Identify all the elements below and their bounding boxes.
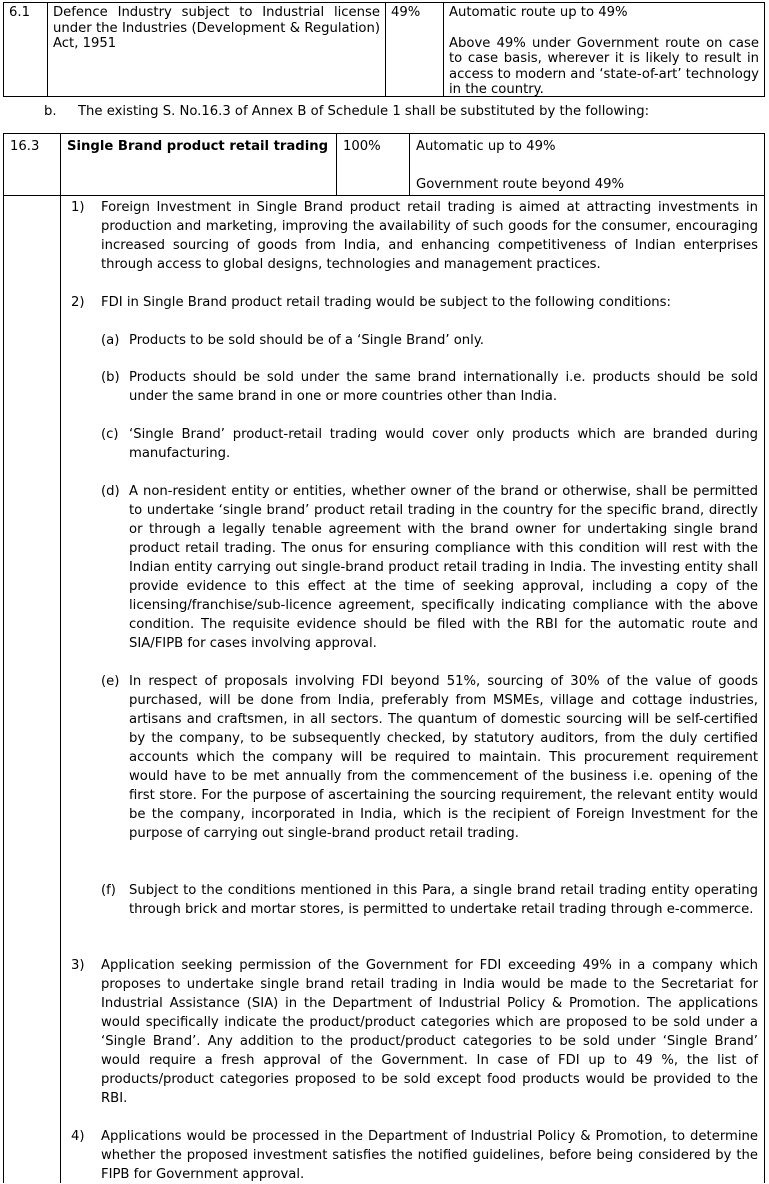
- condition-label: (d): [101, 484, 120, 499]
- route-line-1: Automatic up to 49%: [416, 139, 556, 154]
- table-body: [4, 196, 764, 1183]
- condition-text: A non-resident entity or entities, whether owner of the brand or otherwise, shall be permitted to undertake ‘single brand’ product retail trading in the country for the specific brand, directly or through a legally tenable agreement with the brand owner for undertaking single brand product retail trading. The onus for ensuring compliance with this condition will rest with the Indian entity carrying out single-brand product retail trading in India. The investing entity shall provide evidence to this effect at the time of seeking approval, including a copy of the licensing/franchise/sub-licence agreement, specifically indicating compliance with the above condition. The requisite evidence should be filed with the RBI for the automatic route and SIA/FIPB for cases involving approval.: [129, 484, 758, 651]
- serial-number-cell: 16.3: [4, 134, 61, 195]
- empty-serial-column: [4, 196, 61, 1183]
- list-item: [61, 198, 758, 274]
- item-text: Applications would be processed in the Department of Industrial Policy & Promotion, to determine whether the proposed investment satisfies the notified guidelines, before being considered by the FIPB for Government approval.: [101, 1129, 758, 1182]
- note-label: b.: [44, 104, 57, 119]
- sector-cell: Defence Industry subject to Industrial license under the Industries (Development & Regulation) Act, 1951: [48, 3, 386, 96]
- condition-item: [101, 331, 758, 350]
- cap-cell: 49%: [386, 3, 444, 96]
- list-item: [61, 956, 758, 1108]
- cap-cell: 100%: [337, 134, 410, 195]
- condition-text: In respect of proposals involving FDI beyond 51%, sourcing of 30% of the value of goods purchased, will be done from India, preferably from MSMEs, village and cottage industries, artisans and craftsmen, in all sectors. The quantum of domestic sourcing will be self-certified by the company, to be subsequently checked, by statutory auditors, from the duly certified accounts which the company will be required to maintain. This procurement requirement would have to be met annually from the commencement of the business i.e. opening of the first store. For the purpose of ascertaining the sourcing requirement, the relevant entity would be the company, incorporated in India, which is the recipient of Foreign Investment for the purpose of carrying out single-brand product retail trading.: [129, 674, 758, 841]
- sector-cell: Single Brand product retail trading: [61, 134, 337, 195]
- condition-label: (b): [101, 370, 120, 385]
- condition-text: Subject to the conditions mentioned in this Para, a single brand retail trading entity operating through brick and mortar stores, is permitted to undertake retail trading through e-commerce.: [129, 883, 758, 917]
- list-item: [61, 293, 758, 312]
- entry-route-cell: [410, 134, 764, 195]
- condition-item: [101, 672, 758, 843]
- condition-label: (e): [101, 674, 120, 689]
- item-number: 3): [71, 958, 85, 973]
- item-text: FDI in Single Brand product retail trading would be subject to the following conditions:: [101, 295, 671, 310]
- condition-item: [101, 482, 758, 653]
- defence-industry-table: [3, 2, 765, 97]
- table-header-row: [4, 134, 764, 196]
- substitution-note: [44, 103, 744, 121]
- route-line-2: Above 49% under Government route on case to case basis, wherever it is likely to result in access to modern and ‘state-of-art’ technology in the country.: [449, 35, 759, 97]
- route-line-2: Government route beyond 49%: [416, 177, 625, 192]
- item-text: Application seeking permission of the Government for FDI exceeding 49% in a company which proposes to undertake single brand retail trading in India would be made to the Secretariat for Industrial Assistance (SIA) in the Department of Industrial Policy & Promotion. The applications would specifically indicate the product/product categories which are proposed to be sold under a ‘Single Brand’. Any addition to the product/product categories to be sold under ‘Single Brand’ would require a fresh approval of the Government. In case of FDI up to 49 %, the list of products/product categories proposed to be sold except food products would be provided to the RBI.: [101, 958, 758, 1106]
- condition-item: [101, 881, 758, 919]
- list-item: [61, 1127, 758, 1184]
- item-number: 2): [71, 295, 85, 310]
- condition-text: Products should be sold under the same brand internationally i.e. products should be sold under the same brand in one or more countries other than India.: [129, 370, 758, 404]
- entry-route-cell: [444, 3, 764, 96]
- condition-label: (c): [101, 427, 119, 442]
- note-text: The existing S. No.16.3 of Annex B of Schedule 1 shall be substituted by the following:: [78, 104, 650, 119]
- condition-text: Products to be sold should be of a ‘Single Brand’ only.: [129, 333, 484, 348]
- condition-item: [101, 425, 758, 463]
- condition-text: ‘Single Brand’ product-retail trading would cover only products which are branded during manufacturing.: [129, 427, 758, 461]
- single-brand-table: [3, 133, 765, 1183]
- serial-number-cell: 6.1: [4, 3, 48, 96]
- item-text: Foreign Investment in Single Brand product retail trading is aimed at attracting investments in production and marketing, improving the availability of such goods for the consumer, encouraging increased sourcing of goods from India, and enhancing competitiveness of Indian enterprises through access to global designs, technologies and management practices.: [101, 200, 758, 272]
- item-number: 1): [71, 200, 85, 215]
- condition-label: (a): [101, 333, 120, 348]
- condition-label: (f): [101, 883, 116, 898]
- condition-item: [101, 368, 758, 406]
- item-number: 4): [71, 1129, 85, 1144]
- conditions-column: [61, 196, 764, 1183]
- route-line-1: Automatic route up to 49%: [449, 5, 628, 20]
